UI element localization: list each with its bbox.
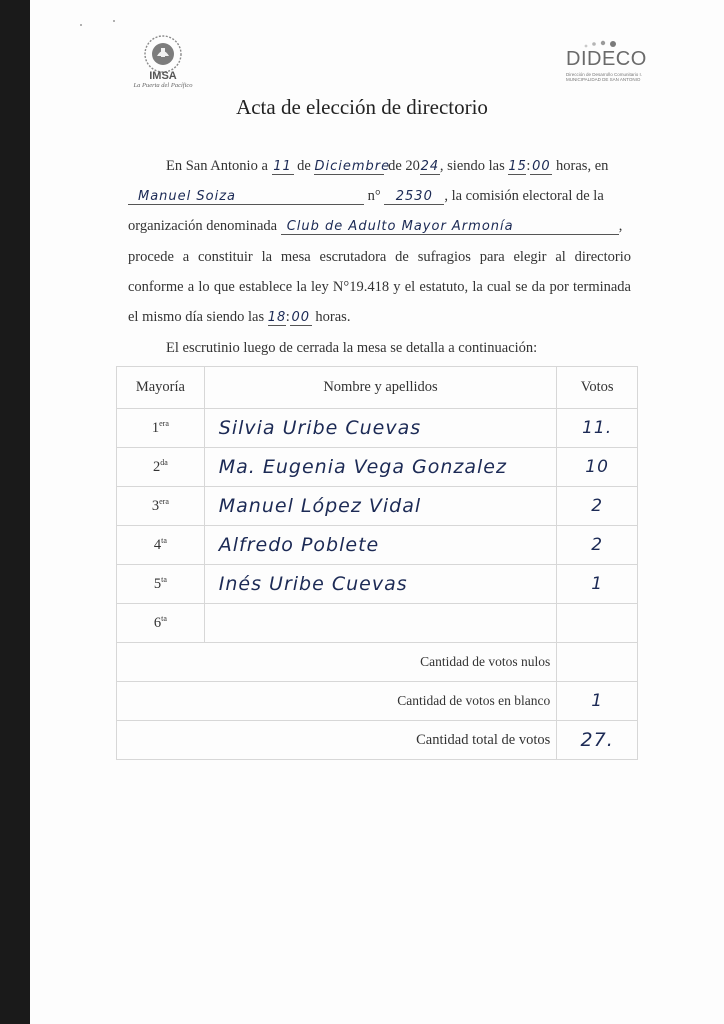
votes-cell <box>557 604 638 643</box>
logo-abbreviation: IMSA <box>149 70 177 82</box>
text: En San Antonio a <box>166 158 268 174</box>
end-minute-value: 00 <box>291 310 311 325</box>
rank-cell <box>117 448 205 487</box>
rank-number: 3 <box>151 497 160 514</box>
day-blank <box>272 159 294 175</box>
votes-cell <box>557 409 638 448</box>
text: el mismo día siendo las <box>128 309 265 325</box>
number-blank <box>384 189 444 205</box>
blank-votes-row <box>117 682 638 721</box>
name-cell <box>204 487 556 526</box>
hour-value: 15 <box>508 159 527 174</box>
body-line-6 <box>128 309 350 326</box>
rank-cell <box>117 487 205 526</box>
body-line-3 <box>128 218 622 235</box>
text: n° <box>367 188 381 204</box>
candidate-name: Manuel López Vidal <box>218 495 422 517</box>
table-header-row <box>117 367 638 409</box>
colon: : <box>285 309 290 325</box>
rank-cell <box>117 409 205 448</box>
blank-votes-label: Cantidad de votos en blanco <box>117 682 557 721</box>
month-blank <box>314 159 391 175</box>
year-value: 24 <box>420 159 440 174</box>
text: , siendo las <box>439 158 505 174</box>
text: , <box>618 218 623 234</box>
candidate-votes: 11. <box>582 418 613 438</box>
scan-edge <box>0 0 30 1024</box>
header-votos: Votos <box>557 367 638 409</box>
candidate-name: Alfredo Poblete <box>218 534 380 556</box>
end-hour-blank <box>268 310 286 326</box>
organization-blank <box>281 219 619 235</box>
logo-subtitle: Dirección de Desarrollo Comunitario I. MUNICIPALIDAD DE SAN ANTONIO <box>566 72 643 82</box>
name-cell <box>204 526 556 565</box>
number-value: 2530 <box>395 189 433 204</box>
logo-motto: La Puerta del Pacífico <box>133 82 193 89</box>
table-row <box>117 604 638 643</box>
end-hour-value: 18 <box>267 310 287 325</box>
text: organización denominada <box>128 218 278 234</box>
organization-value: Club de Adulto Mayor Armonía <box>286 219 514 234</box>
hour-blank <box>508 159 526 175</box>
rank-suffix: da <box>160 458 168 468</box>
candidate-votes: 2 <box>591 496 604 516</box>
text: de 20 <box>388 158 420 174</box>
votes-cell <box>557 448 638 487</box>
null-votes-label: Cantidad de votos nulos <box>117 643 557 682</box>
year-blank <box>420 159 440 175</box>
name-cell <box>204 448 556 487</box>
header-mayoria: Mayoría <box>117 367 205 409</box>
scan-speck <box>80 24 82 26</box>
rank-cell <box>117 604 205 643</box>
body-line-4: procede a constituir la mesa escrutadora de sufragios para elegir al directorio <box>128 249 631 265</box>
total-votes-row <box>117 721 638 760</box>
rank-cell <box>117 565 205 604</box>
candidate-name: Ma. Eugenia Vega Gonzalez <box>218 456 507 478</box>
text: horas. <box>315 309 351 325</box>
scan-speck <box>113 20 115 22</box>
table-row <box>117 565 638 604</box>
name-cell <box>204 565 556 604</box>
body-line-1 <box>166 158 608 175</box>
rank-suffix: era <box>159 497 169 507</box>
rank-suffix: ta <box>161 575 167 585</box>
minute-blank <box>530 159 552 175</box>
blank-votes-cell <box>557 682 638 721</box>
candidate-votes: 10 <box>585 457 609 477</box>
table-row <box>117 487 638 526</box>
text: horas, en <box>556 158 609 174</box>
name-cell <box>204 604 556 643</box>
rank-suffix: ta <box>161 614 167 624</box>
candidate-name: Silvia Uribe Cuevas <box>218 417 422 439</box>
total-votes-value: 27. <box>580 729 614 751</box>
table-row <box>117 409 638 448</box>
blank-votes-value: 1 <box>591 691 604 711</box>
candidate-name: Inés Uribe Cuevas <box>218 573 408 595</box>
rank-suffix: era <box>159 419 169 429</box>
votes-cell <box>557 487 638 526</box>
text: , la comisión electoral de la <box>444 188 604 204</box>
rank-cell <box>117 526 205 565</box>
page-title: Acta de elección de directorio <box>236 95 488 119</box>
rank-number: 4 <box>153 536 162 553</box>
rank-number: 6 <box>153 614 162 631</box>
address-value: Manuel Soiza <box>138 189 237 204</box>
day-value: 11 <box>273 159 292 174</box>
end-minute-blank <box>290 310 312 326</box>
candidate-name <box>205 612 219 634</box>
candidate-votes: 2 <box>591 535 604 555</box>
minute-value: 00 <box>532 159 551 174</box>
votes-cell <box>557 565 638 604</box>
month-value: Diciembre <box>314 159 391 174</box>
candidate-votes: 1 <box>591 574 604 594</box>
rank-number: 5 <box>153 575 162 592</box>
votes-cell <box>557 526 638 565</box>
colon: : <box>526 158 531 174</box>
text: de <box>297 158 311 174</box>
table-row <box>117 526 638 565</box>
rank-number: 1 <box>151 419 160 436</box>
body-line-5: conforme a lo que establece la ley N°19.418 y el estatuto, la cual se da por terminada <box>128 279 631 295</box>
rank-suffix: ta <box>161 536 167 546</box>
body-line-7: El escrutinio luego de cerrada la mesa se detalla a continuación: <box>166 340 538 356</box>
municipal-seal-icon <box>140 34 186 74</box>
total-votes-cell <box>557 721 638 760</box>
table-row <box>117 448 638 487</box>
imsa-logo <box>118 34 208 89</box>
address-blank <box>128 189 364 205</box>
header-nombre: Nombre y apellidos <box>204 367 556 409</box>
null-votes-cell <box>557 643 638 682</box>
rank-number: 2 <box>152 458 161 475</box>
vote-tally-table <box>116 366 638 760</box>
body-line-2 <box>128 188 604 205</box>
name-cell <box>204 409 556 448</box>
null-votes-row <box>117 643 638 682</box>
total-votes-label: Cantidad total de votos <box>117 721 557 760</box>
logo-word: DIDECO <box>566 48 647 70</box>
